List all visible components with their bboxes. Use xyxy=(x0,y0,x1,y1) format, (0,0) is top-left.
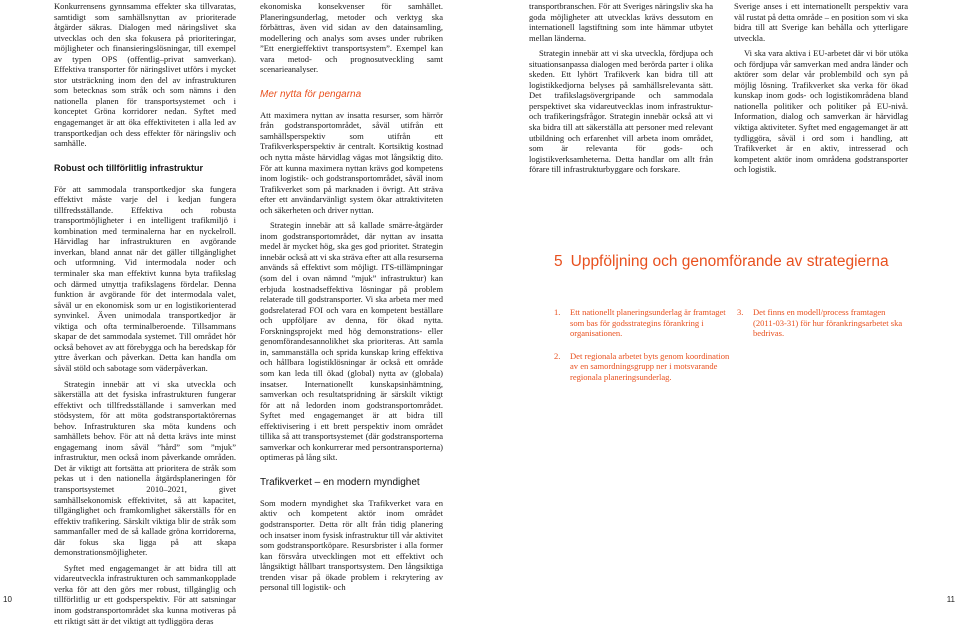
list-item-number: 3. xyxy=(737,307,744,317)
list-item-number: 2. xyxy=(554,350,561,361)
column-1 xyxy=(54,1,236,631)
page-number-left: 10 xyxy=(3,595,12,604)
section-heading xyxy=(554,253,914,271)
list-item xyxy=(554,351,734,383)
page-number-right: 11 xyxy=(946,595,955,604)
col2-paragraph-4: Som modern myndighet ska Trafikverket vara en aktiv och kompetent aktör inom området godstransporter. Detta rör allt från tidig planering och insatser inom fysisk infrastruktur till vår aktivitet som godstransportköpare. Resursbrister i alla former kan försvåra utvecklingen mot ett effektivt och långsiktigt hållbart transportsystem. Den långsiktiga trenden visar på ökade problem i rekrytering av personal till logistik- och xyxy=(260,497,443,593)
heading-robust-infrastructure: Robust och tillförlitlig infrastruktur xyxy=(54,162,203,173)
list-item-number: 1. xyxy=(554,307,561,317)
numbered-list-right xyxy=(737,307,909,351)
col1-paragraph-2: För att sammodala transportkedjor ska fungera effektivt måste varje del i kedjan fungera tillfredsställande. Effektiva och robusta transportmöjligheter i en intelligent trafikmiljö i kombination med terminalerna har en nyckelroll. Härvidlag har infrastrukturen en avgörande inverkan, bland annat när det gäller tillgänglighet och utformning. Vid intermodala noder och terminaler ska man effektivt kunna byta trafikslag och därmed utnyttja trafikslagens fördelar. Denna funktion är avgörande för det intermodala valet, såväl ur en ekonomisk som ur en logistikorienterad synvinkel. Även unimodala transportkedjor är viktiga och ofta terminalberoende. Tillsammans skapar de det sammodala systemet. Till området hör också behovet av att förebygga och ha beredskap för yttre åverkan och påverkan. Detta kan handla om såväl stöld och sabotage som väderpåverkan. xyxy=(54,183,236,373)
col2-paragraph-3: Strategin innebär att så kallade smärre-åtgärder inom godstransportområdet, där nyttan av insatta medel är mycket hög, ska ges god prioritet. Strategin innebär också att vi ska sträva efter att alla resurserna används så effektivt som möjligt. ITS-tillämpningar (som del i ovan nämnd ”mjuk” infrastruktur) kan erbjuda kostnadseffektiva lösningar på problem relaterade till godstransporter. Vi ska arbeta mer med godsrelaterad FOI och vara en kompetent beställare och uppföljare av denna, för ökad nytta. Forskningsprojekt med hög demonstrations- eller genomförandesannolikhet ska prioriteras. Att samla in, sammanställa och sprida kunskap kring effektiva och hållbara logistiklösningar är också ett område som kan leda till ökad (global) nytta av (globala) insatser. Internationellt kunskapsinhämtning, samverkan och resultatspridning är särskilt viktigt för att nå ledorden inom godstransportområdet. Syftet med engagemanget är att bidra till effektivisering i ett brett perspektiv inom området tillika så att transportsystemet (där godstransporterna samverkar och konkurrerar med persontransporterna) optimeras på lång sikt. xyxy=(260,220,443,463)
list-item xyxy=(554,307,734,339)
column-3 xyxy=(529,1,713,180)
numbered-list-left xyxy=(554,307,734,395)
column-4 xyxy=(734,1,908,180)
col4-paragraph-1: Sverige anses i ett internationellt perspektiv vara väl rustat på detta område – en position som vi ska bidra till att Sverige kan behålla och ytterligare utveckla. xyxy=(734,1,908,43)
list-item-text: Det finns en modell/process framtagen (2011-03-31) för hur förankringsarbetet ska bedrivas. xyxy=(753,307,903,339)
col1-paragraph-3: Strategin innebär att vi ska utveckla och säkerställa att det fysiska infrastrukturen fungerar effektivt och tillfredsställande i samverkan med stödsystem, för att möta godstransportaktörernas behov. Infrastrukturen ska möta kundens och samhällets behov. För att nå detta krävs inte minst engagemang inom såväl ”hård” som ”mjuk” infrastruktur, men också inom påverkande områden. Det är viktigt att fortsätta att prioritera de stråk som pekas ut i den nationella åtgärdsplaneringen för transportsystemet 2010–2021, givet samhällsekonomisk effektivitet, så att kapacitet, tillgänglighet och framkomlighet säkerställs för en effektiv trafikering. Särskilt viktiga blir de stråk som sammanfaller med de så kallade gröna korridorerna, där fokus ska ligga på att skapa demonstrationsmöjligheter. xyxy=(54,378,236,558)
col4-paragraph-2: Vi ska vara aktiva i EU-arbetet där vi bör utöka och fördjupa vår samverkan med andra länder och aktörer som delar vår problembild och syn på möjlig lösning. Trafikverket ska verka för ökad kunskap inom gods- och logistikområdena bland nationella politiker och politiker på EU-nivå. Information, dialog och samverkan är härvidlag viktiga aktiviteter. Syftet med engagemanget är att tydliggöra, såväl i ord som i handling, att Trafikverket är en aktiv, intresserad och kompetent aktör inom områdena godstransporter och logistik. xyxy=(734,48,908,175)
heading-more-value: Mer nytta för pengarna xyxy=(260,88,362,100)
heading-modern-authority: Trafikverket – en modern myndighet xyxy=(260,476,420,488)
col2-paragraph-2: Att maximera nyttan av insatta resurser, som härrör från godstransportområdet, såväl utifrån ett samhällsperspektiv som utifrån ett Trafikverksperspektiv är centralt. Kortsiktig kostnad och nytta måste härvidlag vägas mot långsiktig dito. För att kunna maximera nyttan krävs god kompetens inom logistik- och godstransportområdet, såväl inom Trafikverket som på marknaden i övrigt. Att sträva efter ett användarvänligt system ökar attraktiviteten och säkerheten och driver nyttan. xyxy=(260,109,443,215)
list-item-text: Ett nationellt planeringsunderlag är framtaget som bas för godsstrategins förankring i organisationen. xyxy=(570,307,726,339)
col1-paragraph-1: Konkurrensens gynnsamma effekter ska tillvaratas, samtidigt som samhällsnyttan av prioriterade åtgärder säkras. Dialogen med näringslivet ska utvecklas och den ska fokusera på prioriteringar, möjligheter och finansieringslösningar, till exempel av typen OPS (offentlig–privat samverkan). Effektiva transporter för näringslivet utförs i mycket stor utsträckning inom den del av infrastrukturen som betecknas som stråk och som nämns i den nationella planen för transportsystemet och i konceptet Gröna korridorer nedan. Syftet med engagemanget är att öka effektiviteten i alla led av transportkedjan och dess effekter för näringsliv och samhälle. xyxy=(54,1,236,149)
list-item xyxy=(737,307,909,339)
col2-paragraph-1: ekonomiska konsekvenser för samhället. Planeringsunderlag, metoder och verktyg ska förbättras, även vid sidan av den datainsamling, modellering och analys som avses under rubriken ”Ett energieffektivt transportsystem”. Exempel kan vara metod- och prognosutveckling samt scenarieanalyser. xyxy=(260,1,443,75)
section-title: Uppföljning och genomförande av strategierna xyxy=(570,253,889,270)
column-2 xyxy=(260,1,443,598)
col3-paragraph-2: Strategin innebär att vi ska utveckla, fördjupa och situationsanpassa dialogen med berörda parter i olika skeden. Ett lyhört Trafikverk kan bidra till att logistikkedjorna belyses på samhällsrelevanta sätt. Det trafikslagsövergripande och sammodala perspektivet ska vidareutvecklas inom infrastruktur- och trafikeringsfrågor. Strategin innebär också att vi ska bidra till att säkerställa att personer med relevant utbildning och erfarenhet vill arbeta inom området, som är relevanta för gods- och logistikverksamheterna. Detta handlar om allt från förare till infrastrukturbyggare och forskare. xyxy=(529,48,713,175)
col1-paragraph-4: Syftet med engagemanget är att bidra till att vidareutveckla infrastrukturen och sammankopplade verka för att den görs mer robust, tillgänglig och tillförlitlig ur ett godsperspektiv. För att satsningar inom godstransportområdet ska kunna motiveras på ett riktigt sätt är det viktigt att tydliggöra deras xyxy=(54,562,236,626)
list-item-text: Det regionala arbetet byts genom koordination av en samordningsgrupp ner i motsvarande regionala planeringsunderlag. xyxy=(570,350,730,382)
section-number: 5 xyxy=(554,253,563,270)
col3-paragraph-1: transportbranschen. För att Sveriges näringsliv ska ha goda möjligheter att utvecklas krävs dessutom en internationell lagstiftning som inte hämmar utbytet mellan länderna. xyxy=(529,1,713,43)
